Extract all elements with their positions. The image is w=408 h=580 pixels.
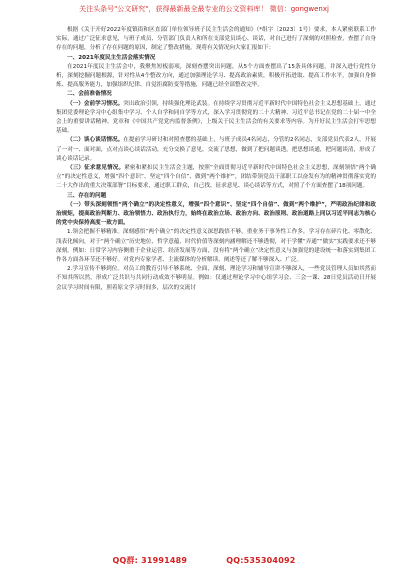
top-banner: 关注头条号"公文研究"，获得最新最全最专业的公文资料库！ 微信：gongwenxj (79, 5, 329, 13)
sub3-paragraph (56, 164, 376, 192)
qq-text: QQ:535304092 (226, 556, 296, 565)
point2-paragraph: 2.学习宣传不够到位。对员工的教育引导不够系统、全面，深刻、理论学习和辅导宣讲不够深入，一些党员管理人员如其然而不知其所以然，形成广泛共识与共同行动成效不够明显。例如：仅通过理论学习中心组学习会、三会一课、28日党员活动日开展会议学习时间有限，照着原文学习时间多，层次的交流讨 (56, 266, 376, 291)
footer-contact (0, 555, 408, 566)
sub3-text: 紧密和紧扣民主生活会主题，按照“全面贯彻习近平新时代中国特色社会主义思想，深刻领悟“两个确立”的决定性意义，增强“四个意识”、坚定“四个自信”、做到“两个维护”，团结带领党员干部职工以奋发有为的精神贯彻落实党的二十大作出的重大决策部署”目标要求，通过职工群众，自己找、征求意见、谈心谈话等方式，对照了个方面查摆了18项问题。 (56, 165, 376, 190)
section1-paragraph: 在2021年度民主生活会中，我聚焦短板弱项，深刻查摆突出问题，从5个方面查摆出了15条具体问题，并深入进行党性分析，深刻挖掘问题根源，针对性从4个整改方向，通过加强理论学习、提高政治素质，积极开拓进取、提高工作水平，加强自身修炼、提高服务能力，加强组织纪律、自觉拒腐防变等措施，问题已经全部整改完毕。 (56, 63, 376, 89)
sub2-heading: （二）谈心谈话情况。 (67, 137, 124, 144)
sub1-paragraph (56, 100, 376, 137)
document-body (56, 26, 376, 293)
sub2-text: 在提前学习研讨和对照查摆的基础上，与班子成员4名同志，分管的2名同志，支部党员代表2人，开展了一对一、面对面，点对点谈心谈话活动，充分交换了意见，交流了思想，做到了把问题谈透，把思想谈通，把问题谈清，形成了谈心谈话记录。 (56, 137, 376, 162)
sub4-heading: （一）带头深刻领悟“两个确立”的决定性意义，增强“四个意识”、坚定“四个自信”、做到“两个维护”，严明政治纪律和政治规矩，提高政治判断力、政治领悟力、政治执行力，始终在政治立场、政治方向、政治原则、政治道路上同以习近平同志为核心的党中央保持高度一致方面。 (56, 201, 376, 227)
sub1-heading: （一）会前学习情况。 (67, 100, 124, 107)
section1-heading: 一、2021年度民主生活会落实情况 (67, 54, 156, 61)
section2-heading: 二、会前准备情况 (67, 91, 112, 98)
sub1-text: 突出政治引领，持续强化理论武装。在持续学习贯彻习近平新时代中国特色社会主义思想基础上，通过集团党委理论学习中心组集中学习、个人自学和同自学等方式，深入学习贯彻党的二十大精神、习近平总书记在党的二十届一中全会上的重要讲话精神、党章和《中国共产党党内监督条例》，上级关于民主生活会的有关要求等内容。为开好民主生活会打牢思想基础。 (56, 100, 376, 135)
section3-heading: 三、存在的问题 (67, 192, 107, 199)
intro-paragraph: 根据《关于开好2022年度镇街和区直部门单位领导班子民主生活会的通知》（*组字〔2023〕1号）要求，本人紧密联系工作实际，通过广泛征求意见，与班子成员、分管部门负责人和所在支部党员谈心、谈话，对自己进行了深刻的对照检查，查摆了自身存在的问题，分析了存在问题的原因，制定了整改措施。现将有关情况向大家汇报如下： (56, 27, 376, 52)
qq-group-text: QQ群: 31991489 (112, 556, 188, 565)
sub3-heading: （三）征求意见情况。 (67, 165, 125, 172)
point1-paragraph: 1.领会把握不够精准。深刻感悟“两个确立”的决定性意义深思践悟不够，重业务干事务性工作多，学习存在碎片化、零散化、浅表化倾向，对于“两个确立”历史地位、哲学意蕴、时代价值等深刻内涵理解还不够透彻，对于学懂“弄通”“做实”实践要求还不够深刻。例如：日常学习内容侧重于企业运营、经济发展等方面，没有将“两个确立”决定性意义与加强党的建设统一和落实到集团工作各方面各环节还不够好。对党内专家学者、主流媒体的分析解读、阐述等还了解不够深入、广泛。 (56, 229, 376, 264)
sub2-paragraph (56, 136, 376, 164)
